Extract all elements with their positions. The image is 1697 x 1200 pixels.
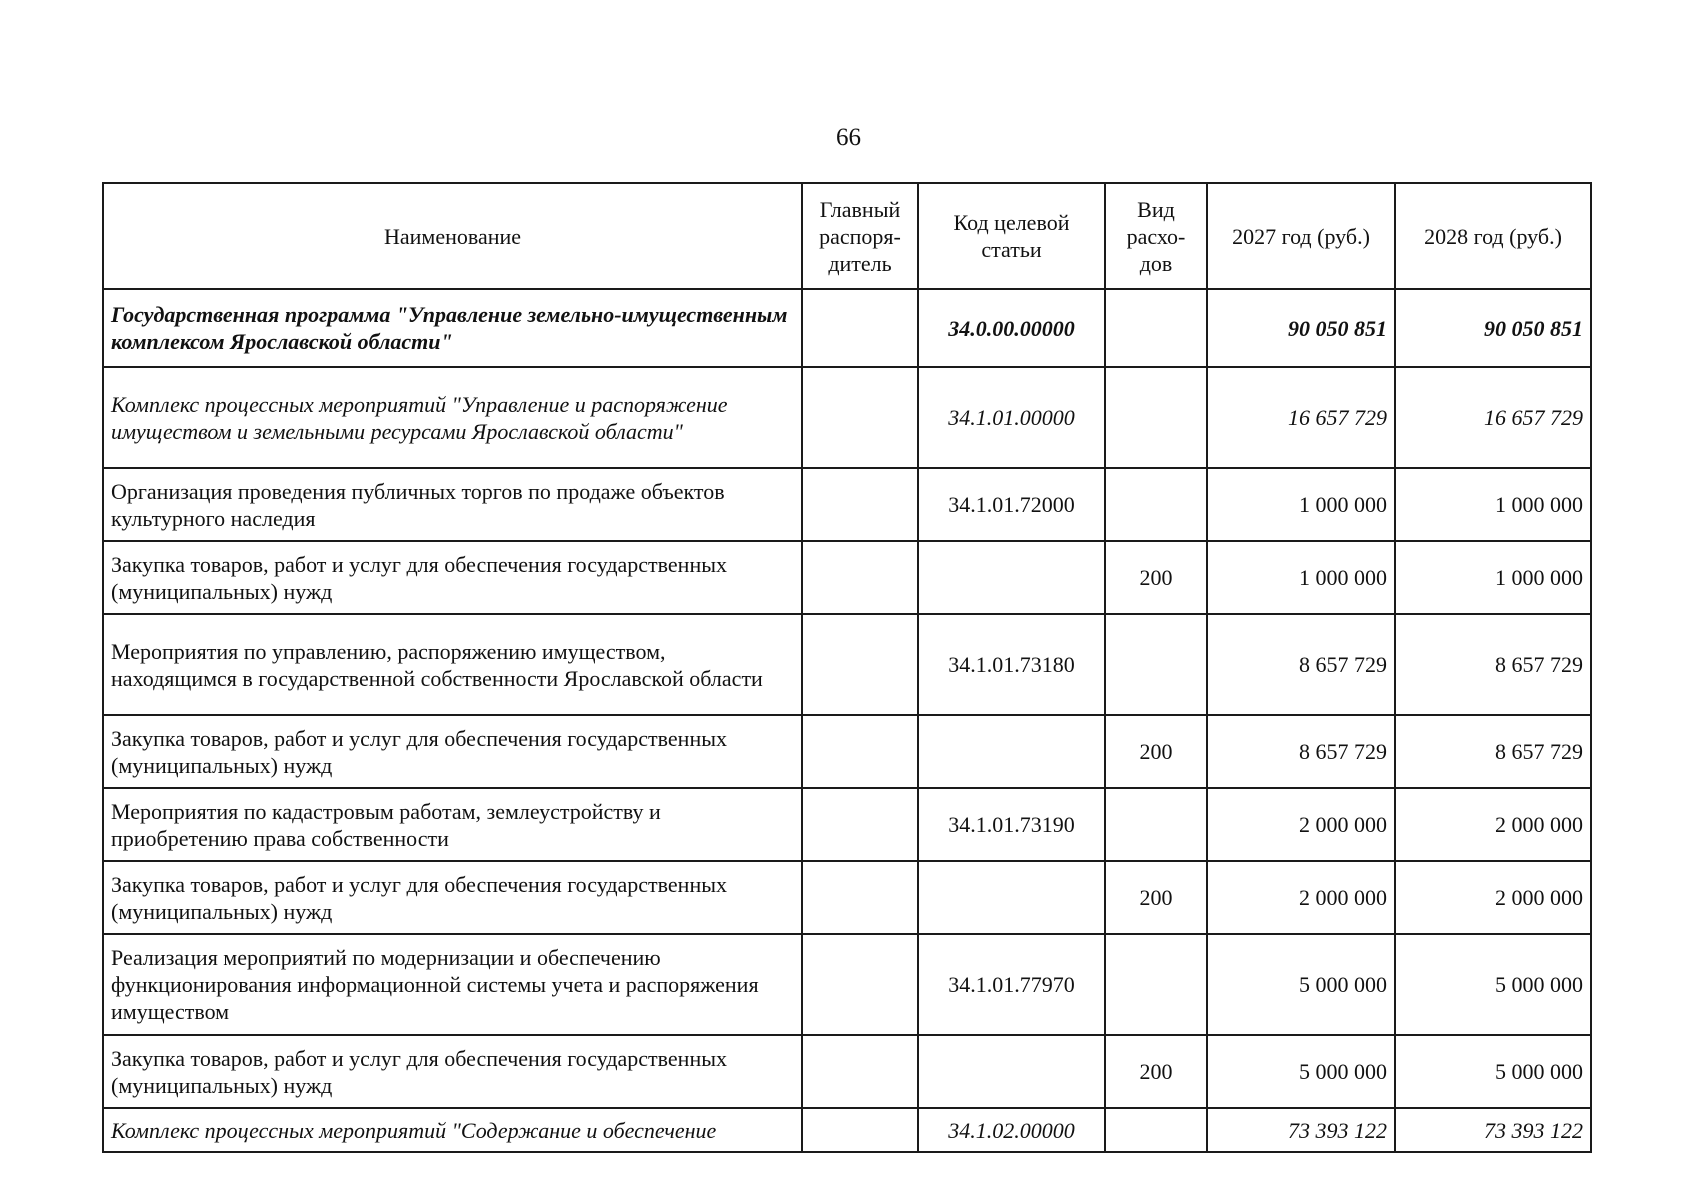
table-row: [103, 367, 1591, 468]
table-row: [103, 715, 1591, 788]
row-2027: 2 000 000: [1207, 861, 1395, 934]
row-manager: [802, 1035, 918, 1108]
row-vid: 200: [1105, 1035, 1207, 1108]
row-2028: 90 050 851: [1395, 289, 1591, 367]
row-name: Закупка товаров, работ и услуг для обеспечения государственных (муниципальных) нужд: [103, 861, 802, 934]
table-header-row: [103, 183, 1591, 289]
row-name: Закупка товаров, работ и услуг для обеспечения государственных (муниципальных) нужд: [103, 1035, 802, 1108]
row-code: 34.0.00.00000: [918, 289, 1105, 367]
row-vid: [1105, 367, 1207, 468]
row-2027: 16 657 729: [1207, 367, 1395, 468]
table-row: [103, 861, 1591, 934]
header-expense-type: Вид расхо-дов: [1105, 183, 1207, 289]
table-row: [103, 541, 1591, 614]
row-2028: 73 393 122: [1395, 1108, 1591, 1152]
row-name: Комплекс процессных мероприятий "Управление и распоряжение имуществом и земельными ресурсами Ярославской области": [103, 367, 802, 468]
row-2028: 1 000 000: [1395, 468, 1591, 541]
row-vid: [1105, 468, 1207, 541]
row-2028: 8 657 729: [1395, 614, 1591, 715]
row-vid: [1105, 614, 1207, 715]
row-vid: [1105, 934, 1207, 1035]
row-name: Комплекс процессных мероприятий "Содержание и обеспечение: [103, 1108, 802, 1152]
row-manager: [802, 468, 918, 541]
row-2027: 8 657 729: [1207, 614, 1395, 715]
row-code: [918, 1035, 1105, 1108]
row-vid: [1105, 1108, 1207, 1152]
header-year-2027: 2027 год (руб.): [1207, 183, 1395, 289]
row-code: 34.1.01.00000: [918, 367, 1105, 468]
row-name: Организация проведения публичных торгов по продаже объектов культурного наследия: [103, 468, 802, 541]
row-manager: [802, 934, 918, 1035]
row-name: Реализация мероприятий по модернизации и обеспечению функционирования информационной системы учета и распоряжения имуществом: [103, 934, 802, 1035]
row-2027: 1 000 000: [1207, 541, 1395, 614]
row-manager: [802, 1108, 918, 1152]
row-2027: 73 393 122: [1207, 1108, 1395, 1152]
row-vid: 200: [1105, 861, 1207, 934]
header-main-manager: Главный распоря-дитель: [802, 183, 918, 289]
row-name: Мероприятия по управлению, распоряжению имуществом, находящимся в государственной собственности Ярославской области: [103, 614, 802, 715]
row-2027: 5 000 000: [1207, 934, 1395, 1035]
row-code: [918, 861, 1105, 934]
table-row: [103, 614, 1591, 715]
row-2028: 1 000 000: [1395, 541, 1591, 614]
table-row: [103, 1035, 1591, 1108]
row-2028: 5 000 000: [1395, 934, 1591, 1035]
row-manager: [802, 861, 918, 934]
row-code: 34.1.01.77970: [918, 934, 1105, 1035]
row-code: 34.1.01.73190: [918, 788, 1105, 861]
row-code: 34.1.01.73180: [918, 614, 1105, 715]
row-manager: [802, 541, 918, 614]
page-number: 66: [836, 124, 861, 151]
header-target-code: Код целевой статьи: [918, 183, 1105, 289]
row-2028: 8 657 729: [1395, 715, 1591, 788]
table-row: [103, 1108, 1591, 1152]
row-2028: 5 000 000: [1395, 1035, 1591, 1108]
row-manager: [802, 715, 918, 788]
row-vid: 200: [1105, 541, 1207, 614]
row-2027: 90 050 851: [1207, 289, 1395, 367]
table-row: [103, 788, 1591, 861]
row-code: [918, 715, 1105, 788]
row-code: [918, 541, 1105, 614]
row-name: Государственная программа "Управление земельно-имущественным комплексом Ярославской области": [103, 289, 802, 367]
row-code: 34.1.01.72000: [918, 468, 1105, 541]
row-2028: 16 657 729: [1395, 367, 1591, 468]
row-manager: [802, 788, 918, 861]
row-manager: [802, 289, 918, 367]
row-code: 34.1.02.00000: [918, 1108, 1105, 1152]
row-name: Мероприятия по кадастровым работам, землеустройству и приобретению права собственности: [103, 788, 802, 861]
row-2028: 2 000 000: [1395, 788, 1591, 861]
budget-table: [102, 182, 1592, 1153]
row-2028: 2 000 000: [1395, 861, 1591, 934]
row-manager: [802, 614, 918, 715]
row-vid: [1105, 289, 1207, 367]
row-manager: [802, 367, 918, 468]
header-year-2028: 2028 год (руб.): [1395, 183, 1591, 289]
row-2027: 2 000 000: [1207, 788, 1395, 861]
header-name: Наименование: [103, 183, 802, 289]
row-2027: 5 000 000: [1207, 1035, 1395, 1108]
row-name: Закупка товаров, работ и услуг для обеспечения государственных (муниципальных) нужд: [103, 715, 802, 788]
table-row: [103, 468, 1591, 541]
row-2027: 8 657 729: [1207, 715, 1395, 788]
row-vid: 200: [1105, 715, 1207, 788]
table-row: [103, 934, 1591, 1035]
row-vid: [1105, 788, 1207, 861]
row-name: Закупка товаров, работ и услуг для обеспечения государственных (муниципальных) нужд: [103, 541, 802, 614]
row-2027: 1 000 000: [1207, 468, 1395, 541]
table-row: [103, 289, 1591, 367]
